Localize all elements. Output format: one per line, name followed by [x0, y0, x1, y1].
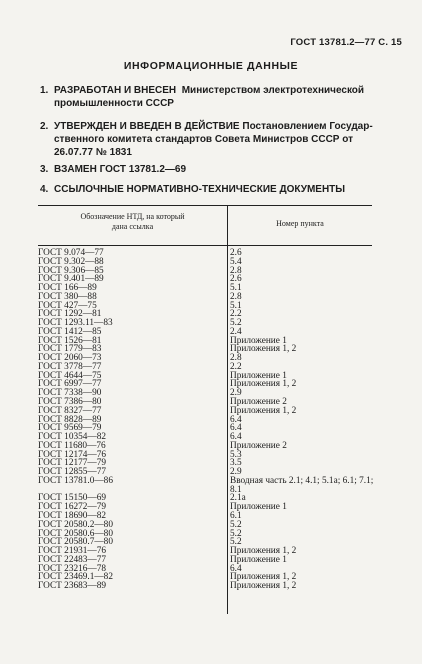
ntd-designation: ГОСТ 7386—80: [38, 397, 102, 408]
clause-number: Приложения 1, 2: [230, 546, 297, 557]
section-text: ственного комитета стандартов Совета Министров СССР от: [54, 134, 353, 145]
section-heading: РАЗРАБОТАН И ВНЕСЕН: [54, 85, 177, 96]
ntd-designation: ГОСТ 9.401—89: [38, 274, 104, 285]
clause-number: Приложение 1: [230, 370, 287, 381]
clause-number: 2.9: [230, 467, 242, 478]
ntd-designation: ГОСТ 12855—77: [38, 467, 107, 478]
ntd-designation: ГОСТ 12174—76: [38, 449, 107, 460]
clause-number: 2.6: [230, 274, 242, 285]
clause-number: Приложение 2: [230, 397, 287, 408]
clause-number: Вводная часть 2.1; 4.1; 5.1а; 6.1; 7.1;: [230, 475, 374, 486]
ntd-designation: ГОСТ 4644—75: [38, 370, 102, 381]
ntd-designation: ГОСТ 20580.2—80: [38, 519, 113, 530]
section-number: 4.: [40, 184, 49, 195]
clause-number: Приложения 1, 2: [230, 379, 297, 390]
ntd-designation: ГОСТ 23683—89: [38, 581, 107, 592]
clause-number: 2.1а: [230, 493, 246, 504]
section-text: 26.07.77 № 1831: [54, 147, 132, 158]
clause-number: Приложения 1, 2: [230, 572, 297, 583]
clause-number: Приложения 1, 2: [230, 344, 297, 355]
col1-header-line: Обозначение НТД, на который: [80, 212, 185, 221]
clause-number: 2.8: [230, 291, 242, 302]
clause-number: Приложения 1, 2: [230, 581, 297, 592]
ntd-designation: ГОСТ 1293.11—83: [38, 318, 113, 329]
clause-number: Приложение 1: [230, 554, 287, 565]
section-number: 1.: [40, 85, 49, 96]
table-body: [38, 249, 372, 591]
ntd-designation: ГОСТ 9.306—85: [38, 265, 104, 276]
ntd-designation: ГОСТ 23216—78: [38, 563, 107, 574]
clause-number: 6.4: [230, 414, 242, 425]
ntd-designation: ГОСТ 166—89: [38, 283, 97, 294]
clause-number: Приложение 1: [230, 335, 287, 346]
clause-number: Приложение 2: [230, 440, 287, 451]
clause-number: 8.1: [230, 484, 242, 495]
ntd-designation: ГОСТ 1526—81: [38, 335, 102, 346]
clause-number: 6.4: [230, 563, 242, 574]
clause-number: Приложения 1, 2: [230, 405, 297, 416]
section-heading: ВЗАМЕН ГОСТ 13781.2—69: [54, 164, 187, 175]
ntd-designation: ГОСТ 8828—89: [38, 414, 102, 425]
page-header: ГОСТ 13781.2—77 С. 15: [290, 37, 402, 48]
clause-number: 2.4: [230, 326, 242, 337]
clause-number: 6.1: [230, 510, 242, 521]
clause-number: 3.5: [230, 458, 242, 469]
clause-number: 2.9: [230, 388, 242, 399]
ntd-designation: ГОСТ 12177—79: [38, 458, 107, 469]
section-heading: ССЫЛОЧНЫЕ НОРМАТИВНО-ТЕХНИЧЕСКИЕ ДОКУМЕНТЫ: [54, 184, 346, 195]
section-4: [40, 183, 406, 196]
clause-number: 5.2: [230, 528, 242, 539]
section-number: 2.: [40, 121, 49, 132]
ntd-designation: ГОСТ 1412—85: [38, 326, 102, 337]
clause-number: 5.3: [230, 449, 242, 460]
ntd-designation: ГОСТ 16272—79: [38, 502, 107, 513]
ntd-designation: ГОСТ 380—88: [38, 291, 97, 302]
clause-number: 6.4: [230, 432, 242, 443]
document-title: ИНФОРМАЦИОННЫЕ ДАННЫЕ: [123, 60, 299, 72]
ntd-designation: ГОСТ 9.302—88: [38, 256, 104, 267]
ntd-designation: ГОСТ 13781.0—86: [38, 475, 113, 486]
clause-number: 5.2: [230, 537, 242, 548]
ntd-designation: ГОСТ 11680—76: [38, 440, 106, 451]
ntd-designation: ГОСТ 9569—79: [38, 423, 102, 434]
ntd-designation: ГОСТ 7338—90: [38, 388, 102, 399]
clause-number: 2.6: [230, 248, 242, 258]
col1-header-line: дана ссылка: [111, 222, 154, 231]
clause-number: 5.2: [230, 519, 242, 530]
ntd-designation: ГОСТ 21931—76: [38, 546, 107, 557]
section-2: [40, 120, 406, 159]
ntd-designation: ГОСТ 6997—77: [38, 379, 102, 390]
clause-number: 5.2: [230, 318, 242, 329]
ntd-designation: ГОСТ 427—75: [38, 300, 97, 311]
clause-number: 2.2: [230, 361, 242, 372]
clause-number: 5.1: [230, 300, 242, 311]
ntd-designation: ГОСТ 15150—69: [38, 493, 107, 504]
section-text: Постановлением Государ-: [242, 121, 373, 132]
clause-number: 5.1: [230, 283, 242, 294]
ntd-designation: ГОСТ 23469.1—82: [38, 572, 113, 583]
section-text: Министерством электротехнической: [181, 85, 365, 96]
ntd-designation: ГОСТ 9.074—77: [38, 248, 104, 258]
ntd-designation: ГОСТ 10354—82: [38, 432, 107, 443]
ntd-designation: ГОСТ 18690—82: [38, 510, 107, 521]
clause-number: 2.8: [230, 265, 242, 276]
section-3: [40, 163, 406, 176]
clause-number: 5.4: [230, 256, 242, 267]
ntd-designation: ГОСТ 1779—83: [38, 344, 102, 355]
ntd-designation: ГОСТ 20580.6—80: [38, 528, 113, 539]
section-number: 3.: [40, 164, 49, 175]
col2-header: Номер пункта: [276, 219, 324, 228]
section-text: промышленности СССР: [54, 98, 174, 109]
clause-number: 6.4: [230, 423, 242, 434]
clause-number: Приложение 1: [230, 502, 287, 513]
ntd-designation: ГОСТ 2060—73: [38, 353, 102, 364]
table-row: [38, 582, 372, 591]
section-1: [40, 84, 406, 110]
ntd-designation: ГОСТ 20580.7—80: [38, 537, 113, 548]
ntd-designation: ГОСТ 22483—77: [38, 554, 107, 565]
section-heading: УТВЕРЖДЕН И ВВЕДЕН В ДЕЙСТВИЕ: [54, 121, 240, 132]
clause-number: 2.8: [230, 353, 242, 364]
table-row: [38, 477, 372, 486]
ntd-designation: ГОСТ 3778—77: [38, 361, 102, 372]
ntd-designation: ГОСТ 8327—77: [38, 405, 102, 416]
col1-header: [38, 212, 227, 232]
clause-number: 2.2: [230, 309, 242, 320]
ntd-designation: ГОСТ 1292—81: [38, 309, 102, 320]
